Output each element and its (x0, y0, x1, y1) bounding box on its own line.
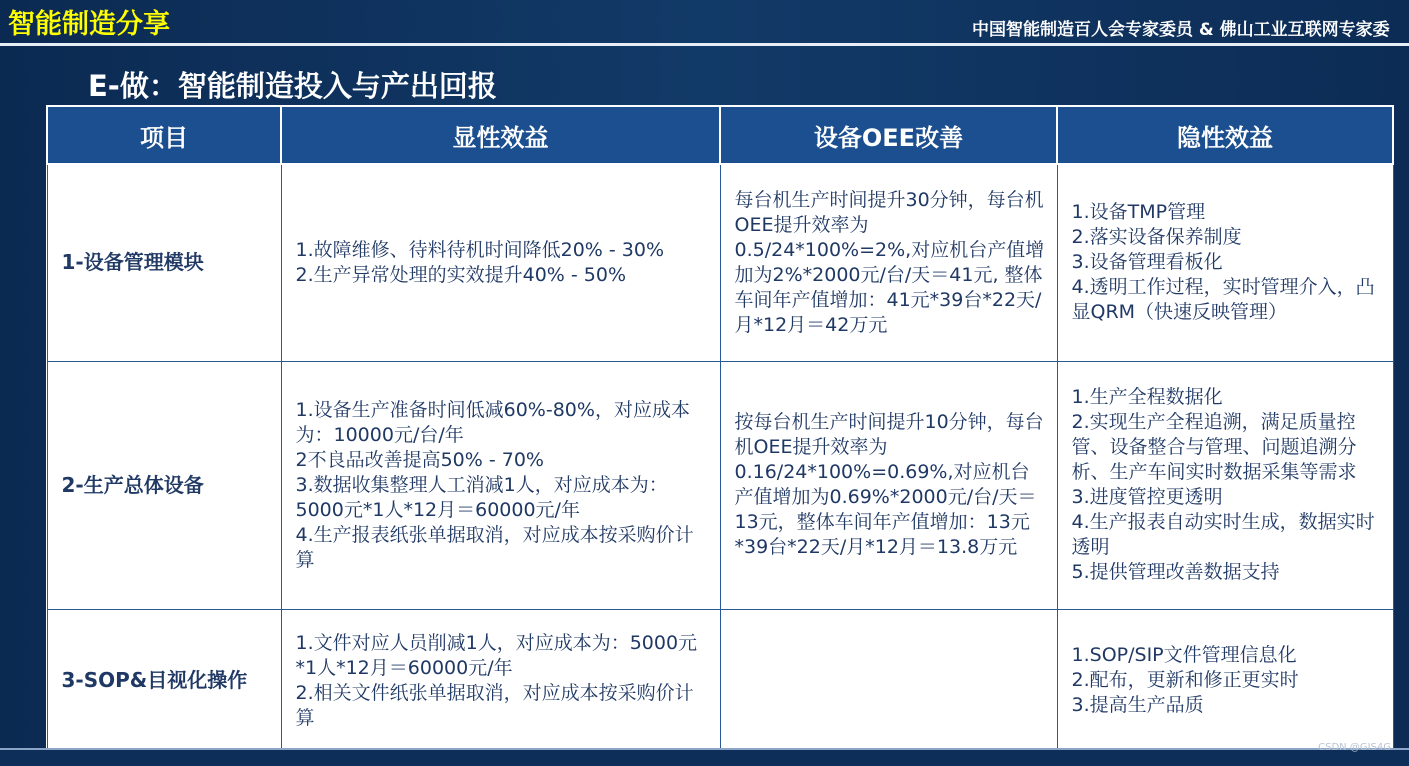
header-oee: 设备OEE改善 (720, 106, 1057, 164)
cell-implicit (1057, 164, 1393, 361)
brand-title: 智能制造分享 (8, 9, 170, 40)
cell-explicit (281, 361, 720, 609)
implicit-line: 4.透明工作过程，实时管理介入，凸显QRM（快速反映管理） (1071, 276, 1375, 324)
oee-line: 按每台机生产时间提升10分钟，每台机OEE提升效率为0.16/24*100%=0.69%,对应机台产值增加为0.69%*2000元/台/天＝13元，整体车间年产值增加：13元*39台*22天/月*12月＝13.8万元 (734, 411, 1044, 558)
table-row (47, 609, 1393, 752)
table-row (47, 164, 1393, 361)
explicit-line: 2.生产异常处理的实效提升40% - 50% (295, 263, 627, 286)
benefit-table (46, 105, 1394, 753)
implicit-line: 2.实现生产全程追溯，满足质量控管、设备整合与管理、问题追溯分析、生产车间实时数据采集等需求 (1071, 411, 1357, 483)
implicit-line: 1.生产全程数据化 (1071, 386, 1223, 408)
explicit-line: 1.设备生产准备时间低减60%-80%，对应成本为：10000元/台/年 (295, 398, 690, 446)
row-item: 1-设备管理模块 (47, 164, 281, 361)
implicit-line: 3.进度管控更透明 (1071, 486, 1223, 508)
header-implicit: 隐性效益 (1057, 106, 1393, 164)
table-header-row (47, 106, 1393, 164)
footer-bar (0, 748, 1409, 766)
implicit-line: 3.提高生产品质 (1071, 694, 1204, 716)
implicit-line: 2.配布，更新和修正更实时 (1071, 669, 1299, 691)
cell-oee (720, 609, 1057, 752)
implicit-line: 5.提供管理改善数据支持 (1071, 561, 1280, 583)
row-item: 2-生产总体设备 (47, 361, 281, 609)
explicit-line: 2.相关文件纸张单据取消，对应成本按采购价计算 (295, 681, 694, 729)
cell-implicit (1057, 361, 1393, 609)
header-bar (0, 0, 1409, 46)
cell-explicit (281, 609, 720, 752)
watermark: CSDN @GIS4G (1318, 742, 1391, 753)
cell-oee (720, 164, 1057, 361)
cell-implicit (1057, 609, 1393, 752)
explicit-line: 2不良品改善提高50% - 70% (295, 448, 544, 471)
header-item: 项目 (47, 106, 281, 164)
header-explicit: 显性效益 (281, 106, 720, 164)
oee-line: 每台机生产时间提升30分钟，每台机OEE提升效率为0.5/24*100%=2%,对应机台产值增加为2%*2000元/台/天＝41元, 整体车间年产值增加：41元*39台*22天/月*12月＝42万元 (734, 188, 1045, 336)
organization-text: 中国智能制造百人会专家委员 & 佛山工业互联网专家委 (972, 20, 1390, 40)
implicit-line: 1.设备TMP管理 (1071, 201, 1206, 224)
explicit-line: 4.生产报表纸张单据取消，对应成本按采购价计算 (295, 523, 694, 571)
implicit-line: 3.设备管理看板化 (1071, 251, 1223, 274)
row-item: 3-SOP&目视化操作 (47, 609, 281, 752)
implicit-line: 2.落实设备保养制度 (1071, 226, 1242, 249)
implicit-line: 4.生产报表自动实时生成，数据实时透明 (1071, 511, 1375, 558)
cell-explicit (281, 164, 720, 361)
slide-title: E-做：智能制造投入与产出回报 (88, 69, 497, 103)
cell-oee (720, 361, 1057, 609)
explicit-line: 3.数据收集整理人工消减1人，对应成本为：5000元*1人*12月＝60000元/年 (295, 473, 668, 521)
implicit-line: 1.SOP/SIP文件管理信息化 (1071, 644, 1297, 666)
table-row (47, 361, 1393, 609)
explicit-line: 1.文件对应人员削减1人，对应成本为：5000元*1人*12月＝60000元/年 (295, 631, 698, 679)
explicit-line: 1.故障维修、待料待机时间降低20% - 30% (295, 238, 665, 261)
